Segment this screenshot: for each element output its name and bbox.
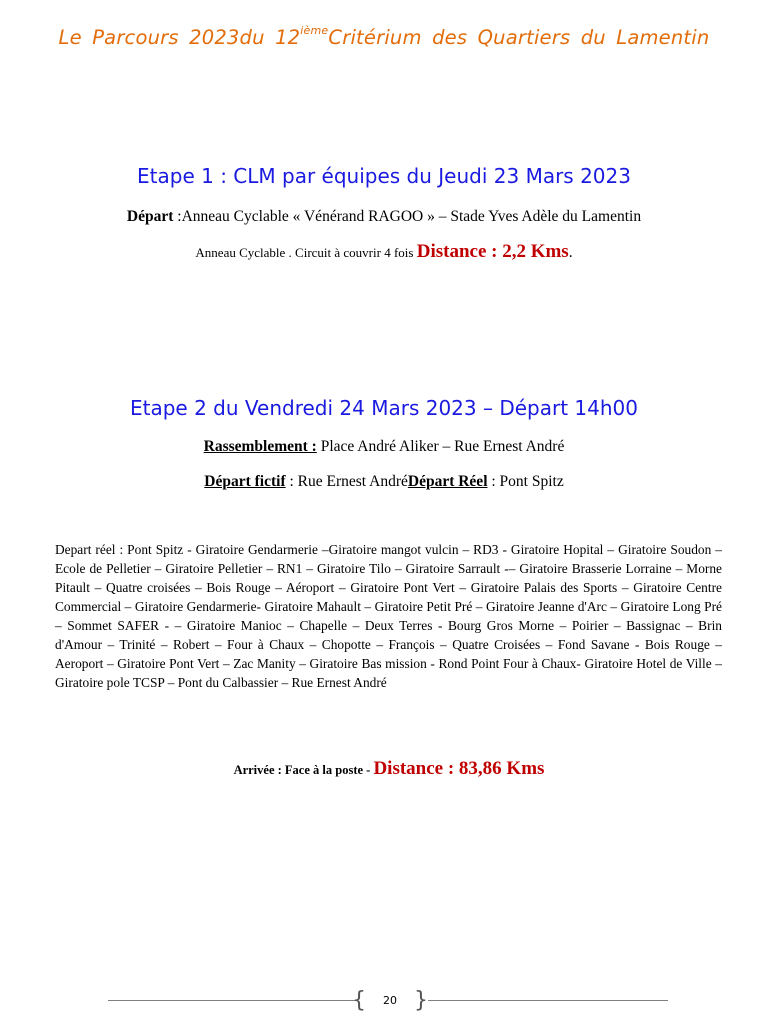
etape2-distance: Distance : 83,86 Kms [373,758,545,779]
etape1-heading: Etape 1 : CLM par équipes du Jeudi 23 Mars 2023 [137,164,631,188]
etape1-distance-end: . [568,244,573,261]
arrivee-label: Arrivée : Face à la poste - [233,763,374,777]
footer-divider-right [428,1000,668,1001]
etape2-depart-line [0,473,768,491]
etape1-depart-text: :Anneau Cyclable « Vénérand RAGOO » – Stade Yves Adèle du Lamentin [173,208,642,225]
rassemblement-text: Place André Aliker – Rue Ernest André [316,438,565,455]
etape1-circuit-line [0,241,768,263]
etape2-heading: Etape 2 du Vendredi 24 Mars 2023 – Départ 14h00 [130,396,638,420]
title-superscript: ième [300,23,329,37]
page-number: 20 [383,994,397,1007]
etape1-depart-line [0,208,768,226]
route-description: Depart réel : Pont Spitz - Giratoire Gendarmerie –Giratoire mangot vulcin – RD3 - Giratoire Hopital – Giratoire Soudon – Ecole de Pelletier – Giratoire Pelletier – RN1 – Giratoire Tilo – Giratoire Sarrault -– Giratoire Brasserie Lorraine – Morne Pitault – Quatre croisées – Bois Rouge – Aéroport – Giratoire Pont Vert – Giratoire Palais des Sports – Giratoire Centre Commercial – Giratoire Gendarmerie- Giratoire Mahault – Giratoire Petit Pré – Giratoire Jeanne d'Arc – Giratoire Long Pré – Sommet SAFER - – Giratoire Manioc – Chapelle – Deux Terres - Bourg Gros Morne – Poirier – Bassignac – Brin d'Amour – Trinité – Robert – Four à Chaux – Chopotte – François – Quatre Croisées – Fond Savane - Bois Rouge – Aeroport – Giratoire Pont Vert – Zac Manity – Giratoire Bas mission - Rond Point Four à Chaux- Giratoire Hotel de Ville – Giratoire pole TCSP – Pont du Calbassier – Rue Ernest André [55,542,722,690]
depart-fictif-label: Départ fictif [204,473,286,490]
rassemblement-label: Rassemblement : [203,438,317,455]
arrivee-line [0,758,768,780]
depart-reel-text: : Pont Spitz [487,473,564,490]
left-brace-icon: { [352,988,366,1013]
depart-fictif-text: : Rue Ernest André [285,473,408,490]
right-brace-icon: } [414,988,428,1013]
footer-divider-left [108,1000,358,1001]
etape1-distance: Distance : 2,2 Kms [416,241,569,262]
etape1-circuit-text: Anneau Cyclable . Circuit à couvrir 4 fois [195,245,417,260]
etape1-depart-label: Départ [126,208,174,225]
depart-reel-label: Départ Réel [407,473,488,490]
title-text-a: Le Parcours 2023du 12 [58,26,301,49]
etape2-rassemblement-line [0,438,768,456]
title-text-b: Critérium des Quartiers du Lamentin [328,26,710,49]
page-title [0,23,768,49]
